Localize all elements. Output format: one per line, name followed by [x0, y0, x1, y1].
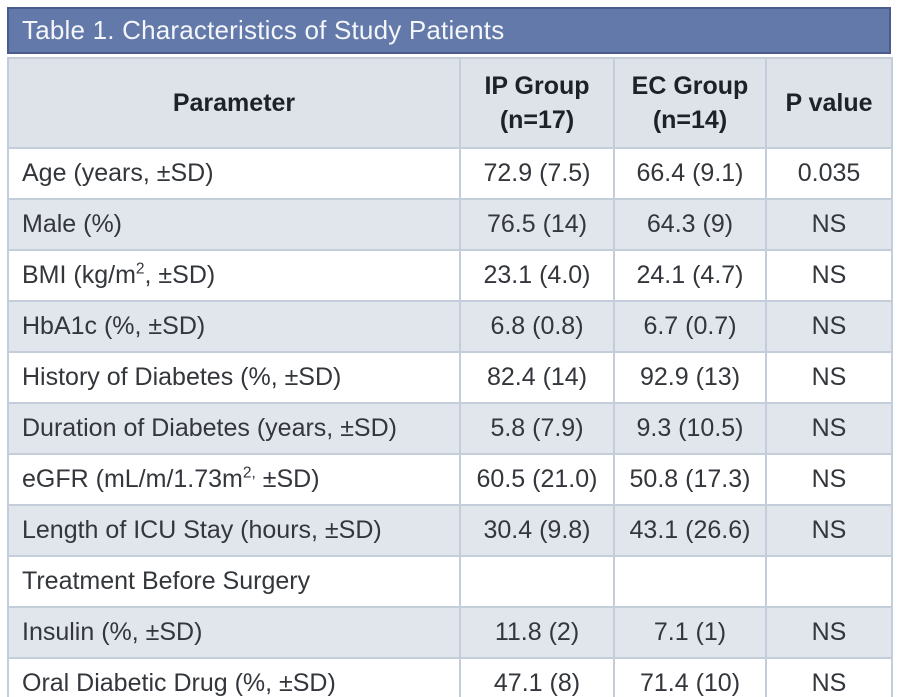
ip-value-cell: 72.9 (7.5)	[460, 148, 614, 199]
parameter-cell: Treatment Before Surgery	[8, 556, 460, 607]
ip-value-cell: 30.4 (9.8)	[460, 505, 614, 556]
header-row	[8, 58, 892, 148]
parameter-cell: Insulin (%, ±SD)	[8, 607, 460, 658]
p-value-cell: NS	[766, 301, 892, 352]
p-value-cell	[766, 556, 892, 607]
p-value-cell: NS	[766, 454, 892, 505]
ip-value-cell: 47.1 (8)	[460, 658, 614, 697]
ip-value-cell: 60.5 (21.0)	[460, 454, 614, 505]
ec-value-cell: 9.3 (10.5)	[614, 403, 766, 454]
parameter-cell: Length of ICU Stay (hours, ±SD)	[8, 505, 460, 556]
study-patients-table	[7, 7, 891, 697]
table-row	[8, 454, 892, 505]
ip-value-cell	[460, 556, 614, 607]
ip-value-cell: 5.8 (7.9)	[460, 403, 614, 454]
p-value-cell: NS	[766, 352, 892, 403]
p-value-cell: NS	[766, 658, 892, 697]
ip-value-cell: 82.4 (14)	[460, 352, 614, 403]
ec-value-cell	[614, 556, 766, 607]
ip-group-column-header	[460, 58, 614, 148]
p-value-cell: NS	[766, 505, 892, 556]
parameter-cell: Male (%)	[8, 199, 460, 250]
table-row	[8, 352, 892, 403]
ip-group-n: (n=17)	[499, 106, 575, 134]
table-row	[8, 301, 892, 352]
ec-value-cell: 43.1 (26.6)	[614, 505, 766, 556]
ip-group-label: IP Group	[484, 72, 590, 100]
parameter-cell: BMI ($kg/m^2$, ±SD)	[8, 250, 460, 301]
p-value-column-header	[766, 58, 892, 148]
parameter-cell: Oral Diabetic Drug (%, ±SD)	[8, 658, 460, 697]
ec-group-label: EC Group	[631, 72, 749, 100]
parameter-column-header	[8, 58, 460, 148]
p-value-cell: NS	[766, 403, 892, 454]
ec-value-cell: 24.1 (4.7)	[614, 250, 766, 301]
parameter-cell: HbA1c (%, ±SD)	[8, 301, 460, 352]
ec-value-cell: 50.8 (17.3)	[614, 454, 766, 505]
table-row	[8, 658, 892, 697]
ip-value-cell: 23.1 (4.0)	[460, 250, 614, 301]
table-row	[8, 403, 892, 454]
parameter-cell: History of Diabetes (%, ±SD)	[8, 352, 460, 403]
table-title: Table 1. Characteristics of Study Patients	[22, 15, 505, 45]
ip-value-cell: 76.5 (14)	[460, 199, 614, 250]
p-value-cell: 0.035	[766, 148, 892, 199]
ec-value-cell: 7.1 (1)	[614, 607, 766, 658]
parameter-cell: Duration of Diabetes (years, ±SD)	[8, 403, 460, 454]
ec-group-column-header	[614, 58, 766, 148]
ec-group-n: (n=14)	[652, 106, 728, 134]
parameter-header-label: Parameter	[172, 89, 296, 117]
parameter-cell: Age (years, ±SD)	[8, 148, 460, 199]
ec-value-cell: 64.3 (9)	[614, 199, 766, 250]
table-row	[8, 199, 892, 250]
ec-value-cell: 6.7 (0.7)	[614, 301, 766, 352]
table-row	[8, 250, 892, 301]
p-value-cell: NS	[766, 199, 892, 250]
table-row	[8, 505, 892, 556]
p-value-cell: NS	[766, 250, 892, 301]
p-value-header-label: P value	[785, 89, 873, 117]
p-value-cell: NS	[766, 607, 892, 658]
table-row	[8, 556, 892, 607]
table-row	[8, 148, 892, 199]
table-row	[8, 607, 892, 658]
parameter-cell: eGFR $(mL/m/1.73m^{2,} \pm SD)$	[8, 454, 460, 505]
ec-value-cell: 92.9 (13)	[614, 352, 766, 403]
ip-value-cell: 11.8 (2)	[460, 607, 614, 658]
ec-value-cell: 71.4 (10)	[614, 658, 766, 697]
table-title-bar	[7, 7, 891, 54]
ip-value-cell: 6.8 (0.8)	[460, 301, 614, 352]
ec-value-cell: 66.4 (9.1)	[614, 148, 766, 199]
characteristics-table	[7, 57, 893, 697]
